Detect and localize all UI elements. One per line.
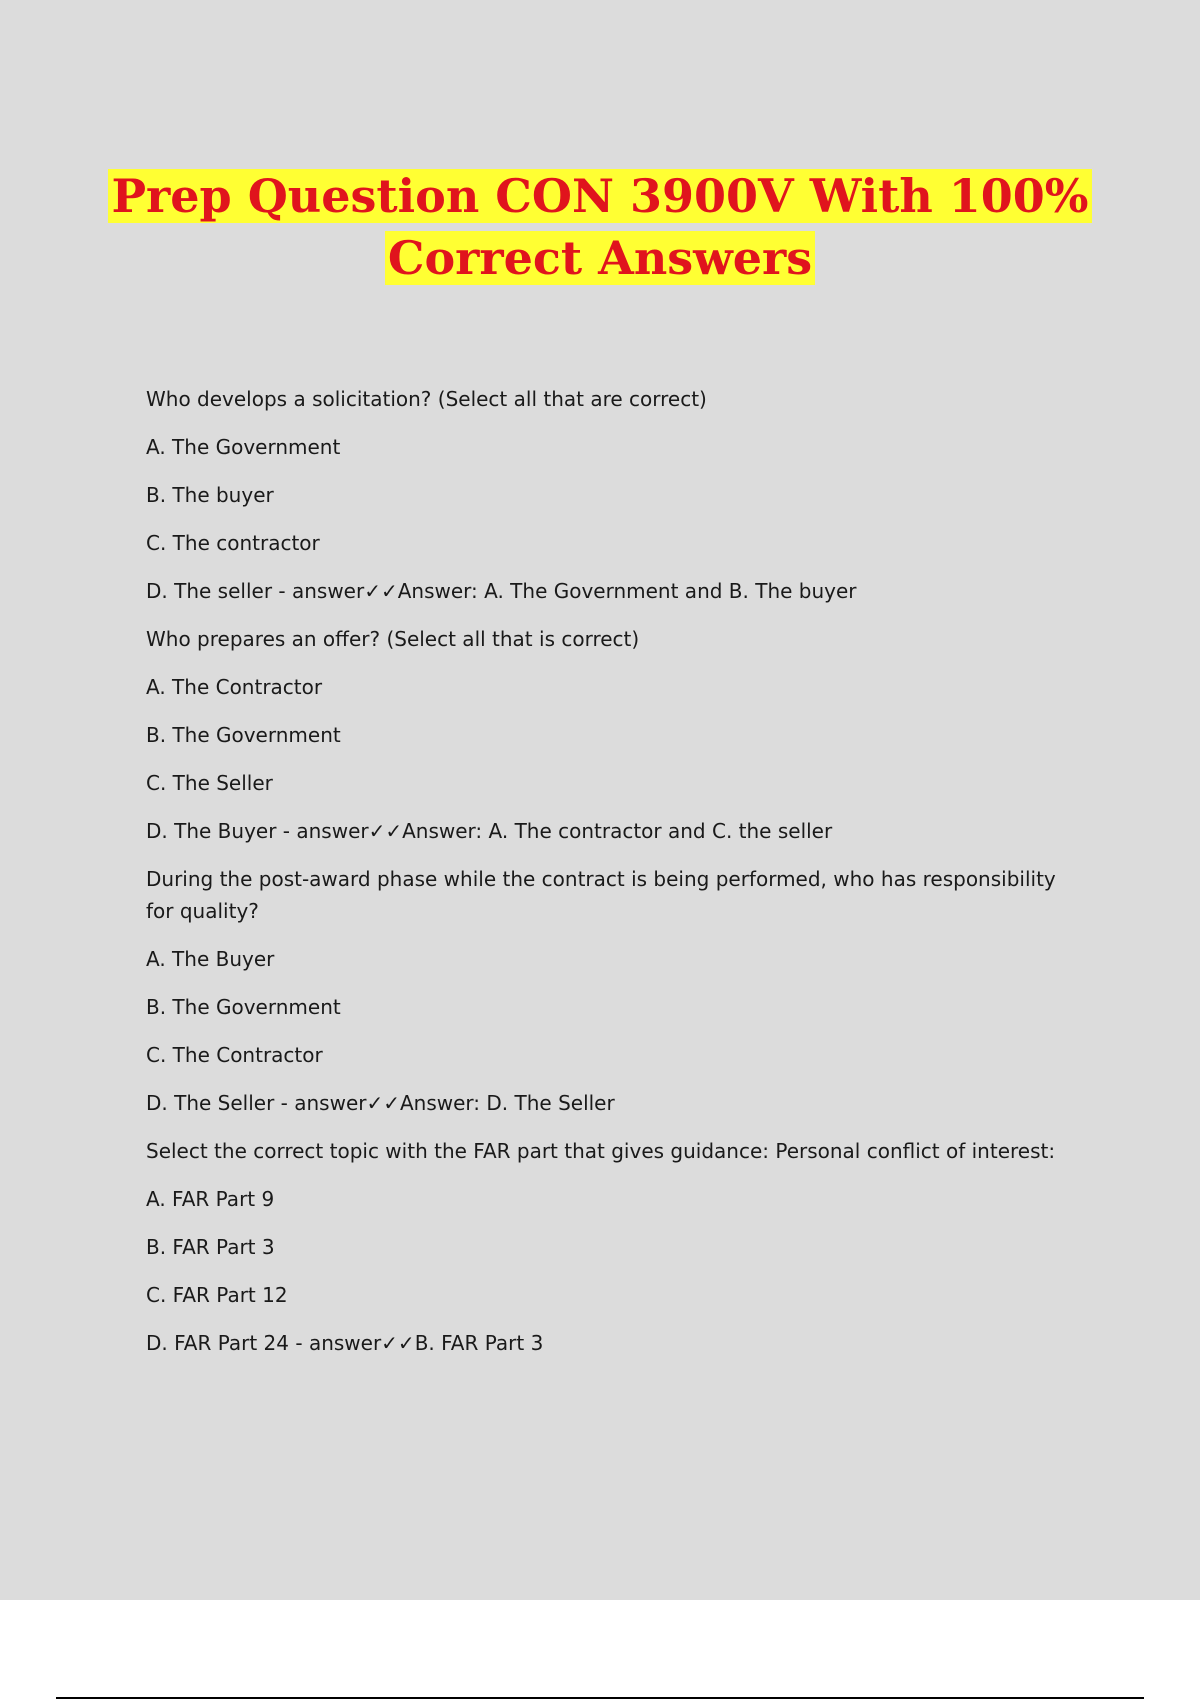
option-b: B. FAR Part 3 [146,1235,275,1259]
question-list [146,383,1086,1375]
option-b: B. The Government [146,995,341,1019]
option-d-answer: D. The seller - answer✓✓Answer: A. The Government and B. The buyer [146,579,857,603]
footer-divider [56,1697,1144,1699]
question-text: Select the correct topic with the FAR part that gives guidance: Personal conflict of interest: [146,1139,1056,1163]
title-line-2: Correct Answers [385,231,815,285]
option-a: A. FAR Part 9 [146,1187,275,1211]
question-text: Who develops a solicitation? (Select all that are correct) [146,387,707,411]
option-a: A. The Buyer [146,947,275,971]
option-d-answer: D. FAR Part 24 - answer✓✓B. FAR Part 3 [146,1331,544,1355]
option-a: A. The Government [146,435,341,459]
option-c: C. FAR Part 12 [146,1283,288,1307]
question-text: Who prepares an offer? (Select all that is correct) [146,627,640,651]
option-c: C. The Seller [146,771,273,795]
question-text: During the post-award phase while the contract is being performed, who has responsibility for quality? [146,867,1056,923]
option-c: C. The contractor [146,531,320,555]
option-b: B. The Government [146,723,341,747]
option-d-answer: D. The Seller - answer✓✓Answer: D. The Seller [146,1091,615,1115]
document-title [0,165,1200,289]
title-line-1: Prep Question CON 3900V With 100% [108,169,1091,223]
option-b: B. The buyer [146,483,274,507]
option-d-answer: D. The Buyer - answer✓✓Answer: A. The contractor and C. the seller [146,819,833,843]
option-a: A. The Contractor [146,675,323,699]
option-c: C. The Contractor [146,1043,323,1067]
